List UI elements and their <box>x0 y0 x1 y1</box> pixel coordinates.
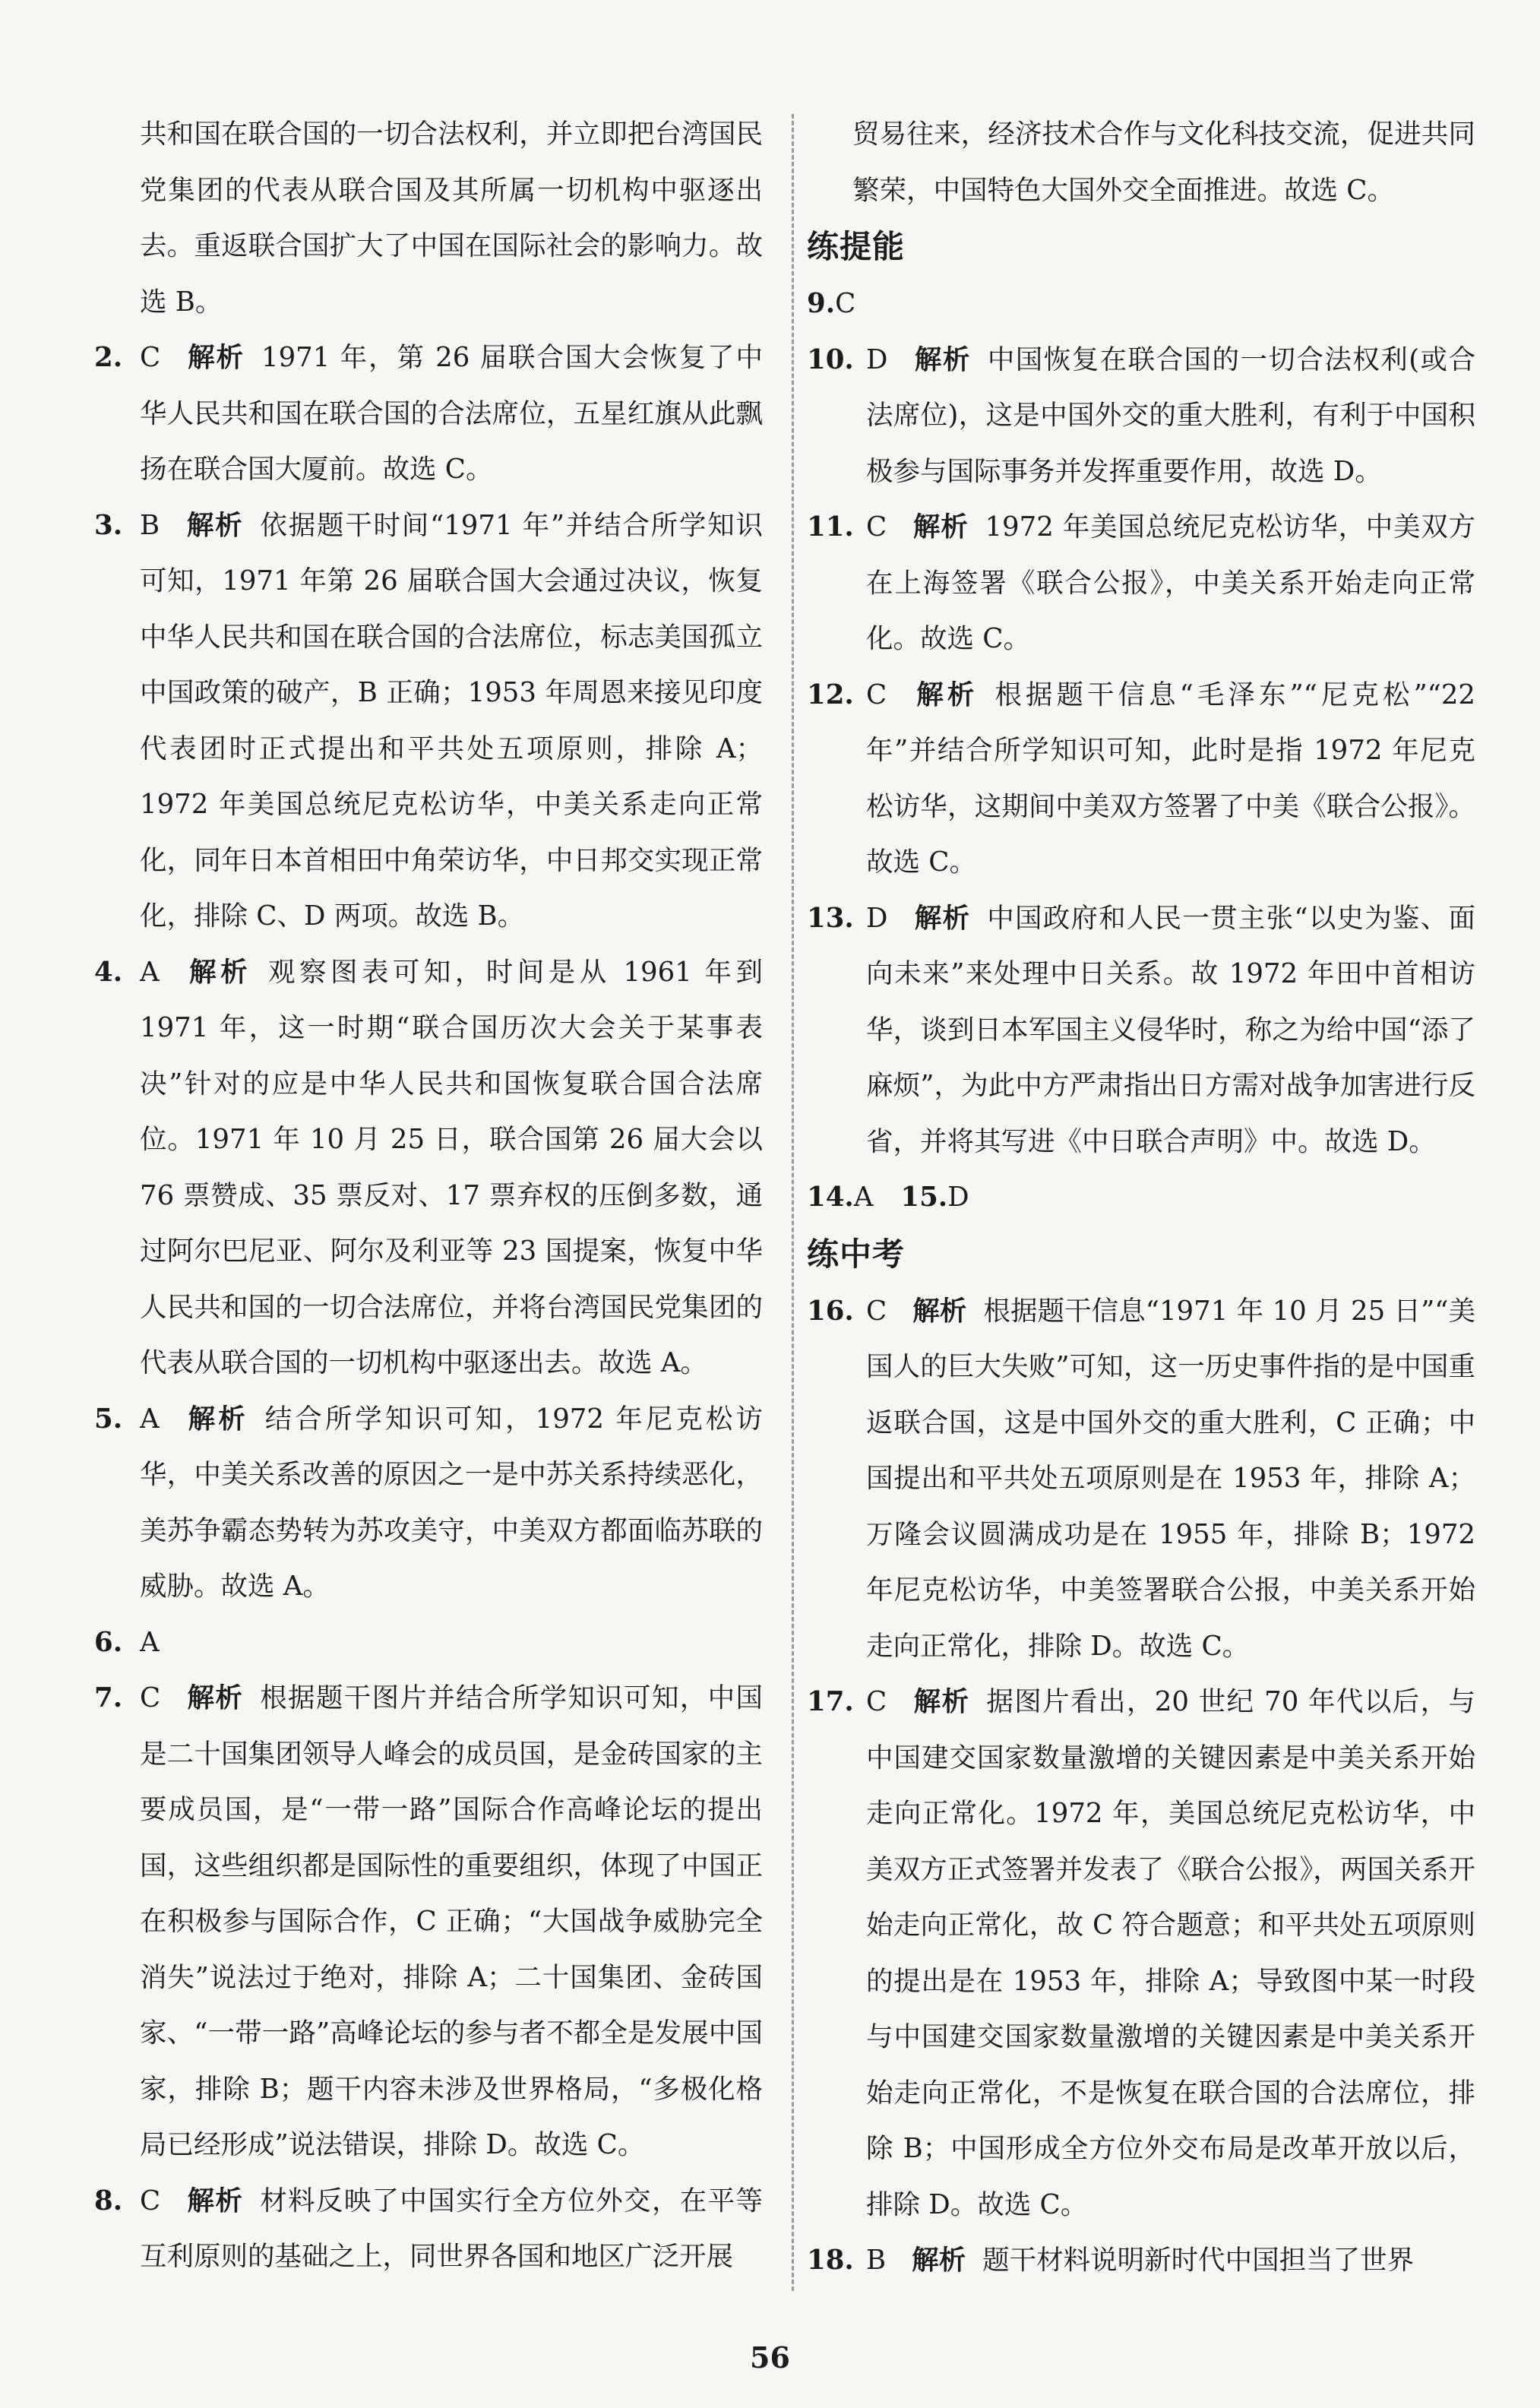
answer-item <box>94 1670 763 2173</box>
analysis-label: 解析 <box>185 1403 248 1435</box>
analysis-text: 依据题干时间“1971 年”并结合所学知识可知，1971 年第 26 届联合国大会通过决议，恢复中华人民共和国在联合国的合法席位，标志美国孤立中国政策的破产，B 正确；1953 年周恩来接见印度代表团时正式提出和平共处五项原则，排除 A；1972 年美国总统尼克松访华，中美关系走向正常化，同年日本首相田中角荣访华，中日邦交实现正常化，排除 C、D 两项。故选 B。 <box>140 509 763 932</box>
analysis-label: 解析 <box>186 342 245 373</box>
answer-number: 5. <box>94 1403 123 1435</box>
analysis-label: 解析 <box>186 2185 244 2217</box>
answer-number: 16. <box>807 1295 854 1327</box>
right-column <box>807 106 1475 2289</box>
answer-choice: C <box>866 1686 887 1717</box>
answer-item <box>807 1674 1475 2232</box>
analysis-label: 解析 <box>913 902 971 934</box>
analysis-text: 题干材料说明新时代中国担当了世界 <box>982 2245 1415 2276</box>
answer-1-continuation: 共和国在联合国的一切合法权利，并立即把台湾国民党集团的代表从联合国及其所属一切机构中驱逐出去。重返联合国扩大了中国在国际社会的影响力。故选 B。 <box>140 119 763 318</box>
answer-choice: B <box>140 509 160 541</box>
answer-number: 14. <box>807 1182 854 1213</box>
answer-item <box>94 1615 763 1671</box>
answer-8-continuation: 贸易往来，经济技术合作与文化科技交流，促进共同繁荣，中国特色大国外交全面推进。故选 C。 <box>852 119 1475 206</box>
answer-number: 4. <box>94 956 123 988</box>
analysis-text: 根据题干信息“毛泽东”“尼克松”“22 年”并结合所学知识可知，此时是指 1972 年尼克松访华，这期间中美双方签署了中美《联合公报》。故选 C。 <box>866 679 1475 878</box>
answer-9 <box>807 276 1475 332</box>
answer-14-15 <box>807 1169 1475 1226</box>
answer-item <box>807 499 1475 667</box>
answer-choice: B <box>866 2245 887 2276</box>
answer-choice: C <box>140 2185 161 2217</box>
analysis-text: 1971 年，第 26 届联合国大会恢复了中华人民共和国在联合国的合法席位，五星红旗从此飘扬在联合国大厦前。故选 C。 <box>140 342 763 485</box>
answer-item <box>807 2232 1475 2289</box>
analysis-label: 解析 <box>912 511 969 543</box>
answer-number: 13. <box>807 902 854 934</box>
answer-number: 3. <box>94 509 123 541</box>
analysis-label: 解析 <box>912 679 979 710</box>
analysis-label: 解析 <box>912 1686 970 1717</box>
analysis-text: 中国恢复在联合国的一切合法权利(或合法席位)，这是中国外交的重大胜利，有利于中国积极参与国际事务并发挥重要作用，故选 D。 <box>866 343 1475 487</box>
left-column <box>94 106 763 2285</box>
analysis-text: 结合所学知识可知，1972 年尼克松访华，中美关系改善的原因之一是中苏关系持续恶化，美苏争霸态势转为苏攻美守，中美双方都面临苏联的威胁。故选 A。 <box>140 1403 763 1602</box>
section-heading-lianti-neng: 练提能 <box>807 228 906 265</box>
answer-choice: C <box>140 342 161 373</box>
answer-item <box>94 330 763 498</box>
analysis-text: 材料反映了中国实行全方位外交，在平等互利原则的基础之上，同世界各国和地区广泛开展 <box>140 2185 763 2272</box>
analysis-text: 根据题干图片并结合所学知识可知，中国是二十国集团领导人峰会的成员国，是金砖国家的主要成员国，是“一带一路”国际合作高峰论坛的提出国，这些组织都是国际性的重要组织，体现了中国正在积极参与国际合作，C 正确；“大国战争威胁完全消失”说法过于绝对，排除 A；二十国集团、金砖国家、“一带一路”高峰论坛的参与者不都全是发展中国家，排除 B；题干内容未涉及世界格局，“多极化格局已经形成”说法错误，排除 D。故选 C。 <box>140 1682 763 2160</box>
analysis-label: 解析 <box>912 1295 967 1327</box>
answer-item <box>807 891 1475 1170</box>
answer-choice: C <box>140 1682 161 1713</box>
answer-choice: D <box>947 1182 969 1213</box>
answer-item <box>807 332 1475 500</box>
answer-choice: A <box>140 956 160 988</box>
answer-number: 10. <box>807 343 854 375</box>
section-heading-lian-zhongkao: 练中考 <box>807 1235 906 1273</box>
answer-number: 7. <box>94 1682 123 1713</box>
answer-number: 8. <box>94 2185 123 2217</box>
answer-choice: C <box>866 679 887 710</box>
answer-item <box>94 498 763 945</box>
analysis-label: 解析 <box>186 1682 244 1713</box>
analysis-label: 解析 <box>913 343 971 375</box>
answer-choice: A <box>853 1182 874 1213</box>
answer-number: 12. <box>807 679 854 710</box>
column-divider <box>792 114 794 2291</box>
answer-choice: C <box>866 511 887 543</box>
answer-choice: D <box>866 902 888 934</box>
analysis-text: 根据题干信息“1971 年 10 月 25 日”“美国人的巨大失败”可知，这一历史事件指的是中国重返联合国，这是中国外交的重大胜利，C 正确；中国提出和平共处五项原则是在 1953 年，排除 A；万隆会议圆满成功是在 1955 年，排除 B；1972 年尼克松访华，中美签署联合公报，中美关系开始走向正常化，排除 D。故选 C。 <box>866 1295 1475 1662</box>
answer-item <box>94 945 763 1391</box>
answer-choice: D <box>866 343 888 375</box>
answer-item <box>94 2173 763 2285</box>
answer-item <box>807 667 1475 891</box>
answer-choice: A <box>140 1403 160 1435</box>
answer-number: 17. <box>807 1686 854 1717</box>
analysis-text: 中国政府和人民一贯主张“以史为鉴、面向未来”来处理中日关系。故 1972 年田中首相访华，谈到日本军国主义侵华时，称之为给中国“添了麻烦”，为此中方严肃指出日方需对战争加害进行反省，并将其写进《中日联合声明》中。故选 D。 <box>866 902 1475 1157</box>
answer-number: 6. <box>94 1626 123 1658</box>
answer-number: 9. <box>807 288 836 319</box>
analysis-text: 观察图表可知，时间是从 1961 年到 1971 年，这一时期“联合国历次大会关于某事表决”针对的应是中华人民共和国恢复联合国合法席位。1971 年 10 月 25 日，联合国第 26 届大会以 76 票赞成、35 票反对、17 票弃权的压倒多数，通过阿尔巴尼亚、阿尔及利亚等 23 国提案，恢复中华人民共和国的一切合法席位，并将台湾国民党集团的代表从联合国的一切机构中驱逐出去。故选 A。 <box>140 956 763 1378</box>
answer-item <box>94 1391 763 1615</box>
analysis-label: 解析 <box>185 509 244 541</box>
analysis-text: 据图片看出，20 世纪 70 年代以后，与中国建交国家数量激增的关键因素是中美关系开始走向正常化。1972 年，美国总统尼克松访华，中美双方正式签署并发表了《联合公报》，两国关系开始走向正常化，故 C 符合题意；和平共处五项原则的提出是在 1953 年，排除 A；导致图中某一时段与中国建交国家数量激增的关键因素是中美关系开始走向正常化，不是恢复在联合国的合法席位，排除 B；中国形成全方位外交布局是改革开放以后，排除 D。故选 C。 <box>866 1686 1475 2220</box>
analysis-label: 解析 <box>912 2245 966 2276</box>
analysis-text: 1972 年美国总统尼克松访华，中美双方在上海签署《联合公报》，中美关系开始走向正常化。故选 C。 <box>866 511 1475 654</box>
answer-choice: C <box>866 1295 887 1327</box>
answer-number: 2. <box>94 342 123 373</box>
answer-number: 18. <box>807 2245 854 2276</box>
answer-number: 15. <box>900 1182 948 1213</box>
answer-choice: C <box>835 288 856 319</box>
answer-choice: A <box>140 1626 160 1658</box>
page-number: 56 <box>750 2340 790 2375</box>
analysis-label: 解析 <box>185 956 252 988</box>
answer-number: 11. <box>807 511 854 543</box>
answer-item <box>807 1283 1475 1675</box>
